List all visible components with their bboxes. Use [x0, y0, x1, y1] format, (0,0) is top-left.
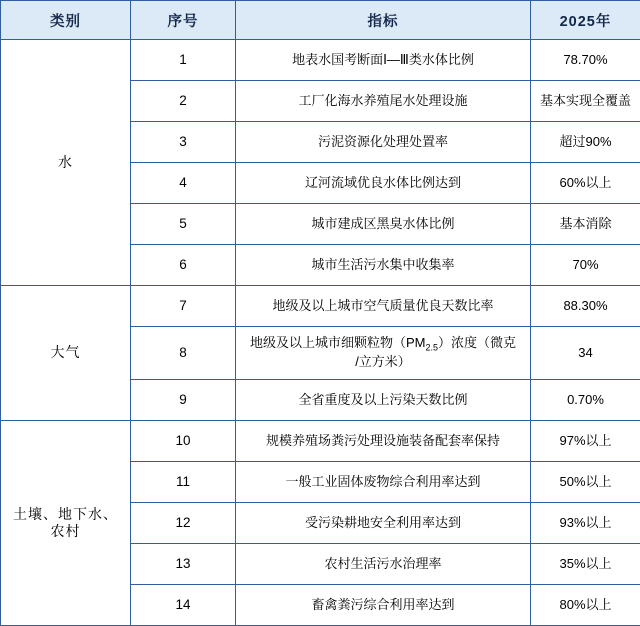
cell-indicator: 地级及以上城市空气质量优良天数比率	[236, 286, 531, 327]
cell-value: 34	[531, 327, 640, 380]
cell-indicator: 地表水国考断面Ⅰ—Ⅲ类水体比例	[236, 40, 531, 81]
column-header-sequence: 序号	[131, 1, 236, 40]
cell-value: 78.70%	[531, 40, 640, 81]
cell-indicator: 畜禽粪污综合利用率达到	[236, 585, 531, 626]
cell-value: 35%以上	[531, 544, 640, 585]
cell-sequence: 14	[131, 585, 236, 626]
cell-indicator: 全省重度及以上污染天数比例	[236, 380, 531, 421]
cell-value: 基本消除	[531, 204, 640, 245]
cell-sequence: 12	[131, 503, 236, 544]
column-header-indicator: 指标	[236, 1, 531, 40]
column-header-category: 类别	[1, 1, 131, 40]
cell-indicator: 农村生活污水治理率	[236, 544, 531, 585]
table-row	[1, 40, 640, 81]
table-row	[1, 421, 640, 462]
table-row	[1, 286, 640, 327]
cell-value: 基本实现全覆盖	[531, 81, 640, 122]
cell-sequence: 7	[131, 286, 236, 327]
cell-indicator: 污泥资源化处理处置率	[236, 122, 531, 163]
cell-sequence: 6	[131, 245, 236, 286]
cell-category: 大气	[1, 286, 131, 421]
cell-sequence: 10	[131, 421, 236, 462]
cell-value: 0.70%	[531, 380, 640, 421]
cell-indicator: 受污染耕地安全利用率达到	[236, 503, 531, 544]
cell-value: 50%以上	[531, 462, 640, 503]
cell-value: 88.30%	[531, 286, 640, 327]
cell-indicator: 工厂化海水养殖尾水处理设施	[236, 81, 531, 122]
cell-indicator: 辽河流域优良水体比例达到	[236, 163, 531, 204]
column-header-year: 2025年	[531, 1, 640, 40]
cell-sequence: 13	[131, 544, 236, 585]
cell-value: 93%以上	[531, 503, 640, 544]
cell-value: 97%以上	[531, 421, 640, 462]
cell-sequence: 8	[131, 327, 236, 380]
table-header-row	[1, 1, 640, 40]
cell-sequence: 5	[131, 204, 236, 245]
cell-value: 60%以上	[531, 163, 640, 204]
cell-sequence: 3	[131, 122, 236, 163]
cell-indicator: 城市建成区黑臭水体比例	[236, 204, 531, 245]
cell-sequence: 2	[131, 81, 236, 122]
cell-indicator: 一般工业固体废物综合利用率达到	[236, 462, 531, 503]
cell-category: 水	[1, 40, 131, 286]
cell-sequence: 9	[131, 380, 236, 421]
cell-value: 80%以上	[531, 585, 640, 626]
cell-sequence: 1	[131, 40, 236, 81]
cell-category: 土壤、地下水、农村	[1, 421, 131, 626]
cell-indicator: 规模养殖场粪污处理设施装备配套率保持	[236, 421, 531, 462]
cell-value: 超过90%	[531, 122, 640, 163]
table-body	[1, 40, 640, 626]
cell-sequence: 11	[131, 462, 236, 503]
cell-indicator: 城市生活污水集中收集率	[236, 245, 531, 286]
cell-sequence: 4	[131, 163, 236, 204]
table-header	[1, 1, 640, 40]
cell-indicator: 地级及以上城市细颗粒物$(PM_{2.5})$浓度（微克 /立方米）	[236, 327, 531, 380]
cell-value: 70%	[531, 245, 640, 286]
